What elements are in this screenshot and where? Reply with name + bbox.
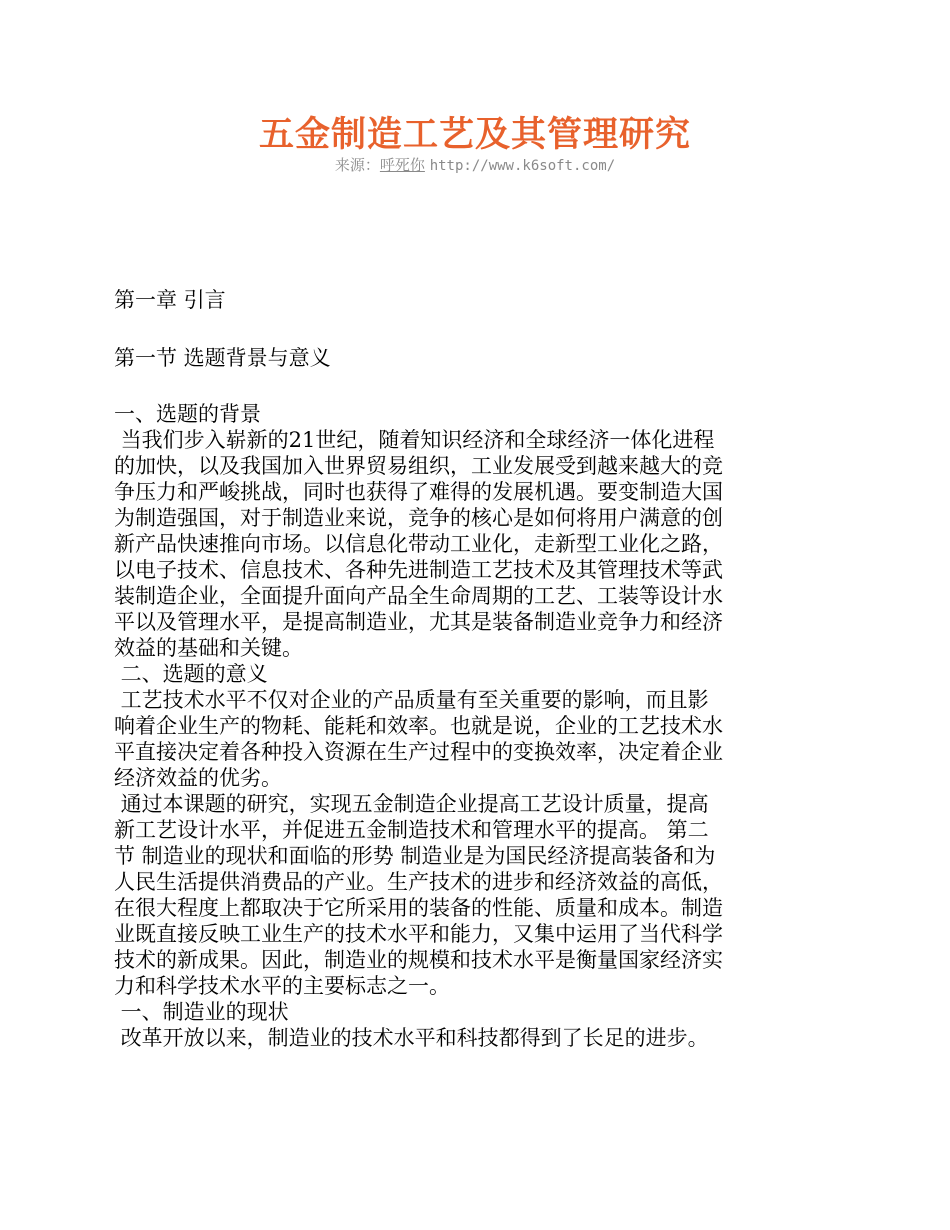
text-line: 效益的基础和关键。 bbox=[114, 636, 303, 660]
text-line: 通过本课题的研究，实现五金制造企业提高工艺设计质量，提高 bbox=[114, 792, 709, 816]
text-line: 平直接决定着各种投入资源在生产过程中的变换效率，决定着企业 bbox=[114, 740, 723, 764]
text-line: 一、制造业的现状 bbox=[114, 1000, 289, 1024]
text-line: 业既直接反映工业生产的技术水平和能力，又集中运用了当代科学 bbox=[114, 922, 723, 946]
text-line: 人民生活提供消费品的产业。生产技术的进步和经济效益的高低， bbox=[114, 870, 723, 894]
text-line: 工艺技术水平不仅对企业的产品质量有至关重要的影响，而且影 bbox=[114, 688, 709, 712]
text-line: 响着企业生产的物耗、能耗和效率。也就是说，企业的工艺技术水 bbox=[114, 714, 723, 738]
text-line: 以电子技术、信息技术、各种先进制造工艺技术及其管理技术等武 bbox=[114, 558, 723, 582]
source-url: http://www.k6soft.com/ bbox=[429, 158, 616, 174]
text-line: 新产品快速推向市场。以信息化带动工业化，走新型工业化之路， bbox=[114, 532, 723, 556]
text-line: 二、选题的意义 bbox=[114, 662, 268, 686]
source-label: 来源： bbox=[334, 156, 380, 174]
text-line: 一、选题的背景 bbox=[114, 402, 261, 426]
text-line: 改革开放以来，制造业的技术水平和科技都得到了长足的进步。 bbox=[114, 1026, 709, 1050]
text-line: 节 制造业的现状和面临的形势 制造业是为国民经济提高装备和为 bbox=[114, 844, 716, 868]
document-title: 五金制造工艺及其管理研究 bbox=[258, 114, 691, 155]
section-heading: 第一节 选题背景与意义 bbox=[114, 346, 331, 370]
source-line bbox=[0, 154, 950, 177]
text-line: 争压力和严峻挑战，同时也获得了难得的发展机遇。要变制造大国 bbox=[114, 480, 723, 504]
text-line: 装制造企业，全面提升面向产品全生命周期的工艺、工装等设计水 bbox=[114, 584, 723, 608]
text-line: 经济效益的优劣。 bbox=[114, 766, 282, 790]
text-line: 在很大程度上都取决于它所采用的装备的性能、质量和成本。制造 bbox=[114, 896, 723, 920]
text-line: 的加快，以及我国加入世界贸易组织，工业发展受到越来越大的竞 bbox=[114, 454, 723, 478]
text-line: 力和科学技术水平的主要标志之一。 bbox=[114, 974, 450, 998]
text-line: 当我们步入崭新的21世纪，随着知识经济和全球经济一体化进程 bbox=[114, 428, 715, 452]
body-text bbox=[114, 401, 834, 1051]
text-line: 技术的新成果。因此，制造业的规模和技术水平是衡量国家经济实 bbox=[114, 948, 723, 972]
text-line: 为制造强国，对于制造业来说，竞争的核心是如何将用户满意的创 bbox=[114, 506, 723, 530]
author-link[interactable]: 呼死你 bbox=[379, 156, 425, 174]
text-line: 新工艺设计水平，并促进五金制造技术和管理水平的提高。 第二 bbox=[114, 818, 709, 842]
text-line: 平以及管理水平，是提高制造业，尤其是装备制造业竞争力和经济 bbox=[114, 610, 723, 634]
chapter-heading: 第一章 引言 bbox=[114, 288, 226, 312]
